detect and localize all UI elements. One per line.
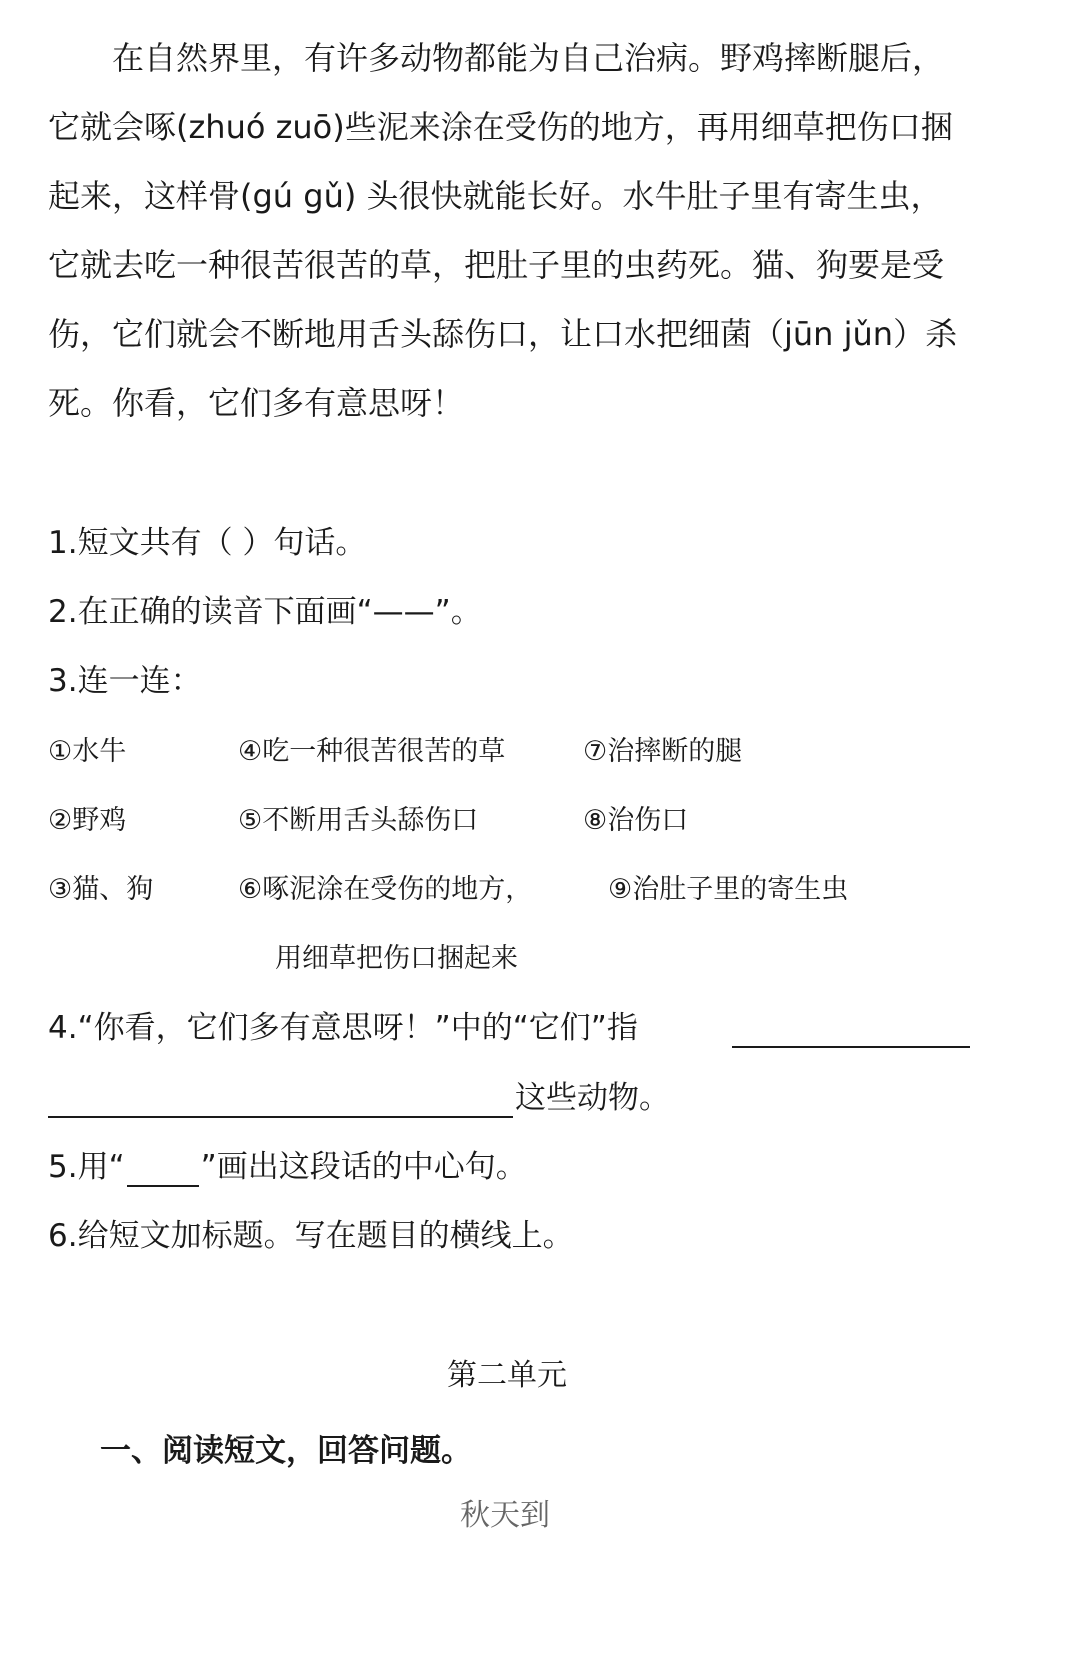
question-3: 3.连一连： (48, 663, 202, 699)
passage-line-6: 死。你看，它们多有意思呀！ (48, 384, 465, 422)
match-item-6: ⑥啄泥涂在受伤的地方， (238, 874, 533, 905)
question-6: 6.给短文加标题。写在题目的横线上。 (48, 1218, 574, 1254)
question-5-prefix: 5.用“ (48, 1149, 125, 1185)
underline-sample (127, 1155, 199, 1187)
match-item-1: ①水牛 (48, 736, 127, 767)
match-item-6-continued: 用细草把伤口捆起来 (275, 943, 518, 974)
passage-line-1: 在自然界里，有许多动物都能为自己治病。野鸡摔断腿后， (112, 39, 945, 77)
question-2: 2.在正确的读音下面画“——”。 (48, 594, 482, 630)
match-item-7: ⑦治摔断的腿 (583, 736, 743, 767)
story-title: 秋天到 (460, 1498, 550, 1533)
match-item-9: ⑨治肚子里的寄生虫 (608, 874, 849, 905)
unit-title: 第二单元 (447, 1358, 567, 1393)
match-item-3: ③猫、狗 (48, 874, 154, 905)
passage-line-5: 伤，它们就会不断地用舌头舔伤口，让口水把细菌（jūn jǔn）杀 (48, 315, 958, 353)
match-item-4: ④吃一种很苦很苦的草 (238, 736, 506, 767)
question-5-suffix: ”画出这段话的中心句。 (200, 1149, 527, 1185)
question-1: 1.短文共有（ ）句话。 (48, 525, 367, 561)
question-4-suffix: 这些动物。 (515, 1080, 670, 1116)
match-item-5: ⑤不断用舌头舔伤口 (238, 805, 479, 836)
passage-line-2: 它就会啄(zhuó zuō)些泥来涂在受伤的地方，再用细草把伤口捆 (48, 108, 953, 146)
passage-line-3: 起来，这样骨(gú gǔ) 头很快就能长好。水牛肚子里有寄生虫， (48, 177, 943, 215)
match-item-2: ②野鸡 (48, 805, 127, 836)
question-5 (48, 1147, 527, 1187)
answer-blank-4b[interactable] (48, 1116, 513, 1118)
section-heading: 一、阅读短文，回答问题。 (100, 1433, 472, 1469)
question-4: 4.“你看，它们多有意思呀！”中的“它们”指 (48, 1010, 638, 1046)
answer-blank-4a[interactable] (732, 1046, 970, 1048)
match-item-8: ⑧治伤口 (583, 805, 689, 836)
passage-line-4: 它就去吃一种很苦很苦的草，把肚子里的虫药死。猫、狗要是受 (48, 246, 945, 284)
